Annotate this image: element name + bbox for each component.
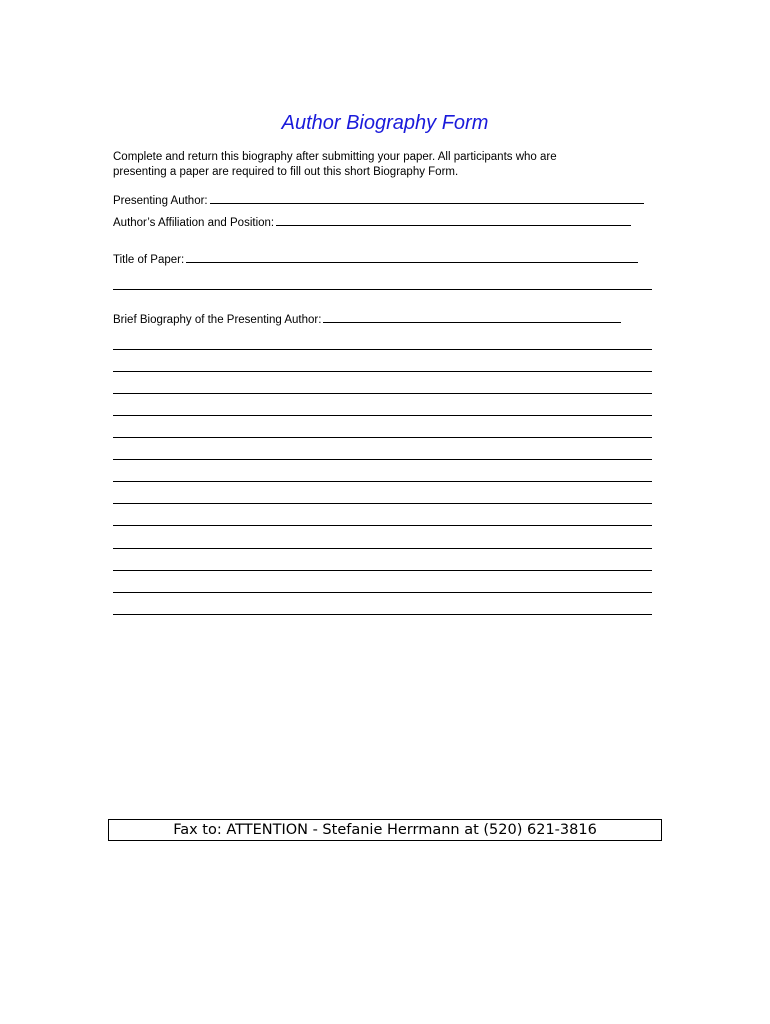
biography-line[interactable] xyxy=(113,548,652,549)
biography-line[interactable] xyxy=(113,614,652,615)
biography-line[interactable] xyxy=(113,525,652,526)
fax-box: Fax to: ATTENTION - Stefanie Herrmann at (520) 621-3816 xyxy=(108,819,662,841)
title-of-paper-line[interactable] xyxy=(186,261,638,263)
brief-biography-line[interactable] xyxy=(323,321,621,323)
form-title: Author Biography Form xyxy=(281,112,489,134)
biography-line[interactable] xyxy=(113,459,652,460)
affiliation-line[interactable] xyxy=(276,224,631,226)
presenting-author-label: Presenting Author: xyxy=(113,195,208,207)
affiliation-label: Author’s Affiliation and Position: xyxy=(113,217,275,229)
biography-line[interactable] xyxy=(113,592,652,593)
instructions-line-2: presenting a paper are required to fill out this short Biography Form. xyxy=(113,166,459,178)
biography-line[interactable] xyxy=(113,481,652,482)
biography-line[interactable] xyxy=(113,570,652,571)
instructions-line-1: Complete and return this biography after submitting your paper. All participants who are xyxy=(113,151,557,163)
biography-line[interactable] xyxy=(113,349,652,350)
presenting-author-line[interactable] xyxy=(210,202,644,204)
brief-biography-label: Brief Biography of the Presenting Author: xyxy=(113,314,322,326)
biography-line[interactable] xyxy=(113,503,652,504)
biography-line[interactable] xyxy=(113,415,652,416)
title-of-paper-label: Title of Paper: xyxy=(113,254,185,266)
biography-line[interactable] xyxy=(113,371,652,372)
title-of-paper-field[interactable] xyxy=(113,254,638,266)
instructions xyxy=(113,150,673,180)
affiliation-field[interactable] xyxy=(113,217,631,229)
title-of-paper-line-2[interactable] xyxy=(113,289,652,290)
presenting-author-field[interactable] xyxy=(113,195,644,207)
biography-line[interactable] xyxy=(113,393,652,394)
biography-line[interactable] xyxy=(113,437,652,438)
brief-biography-field[interactable] xyxy=(113,314,621,326)
